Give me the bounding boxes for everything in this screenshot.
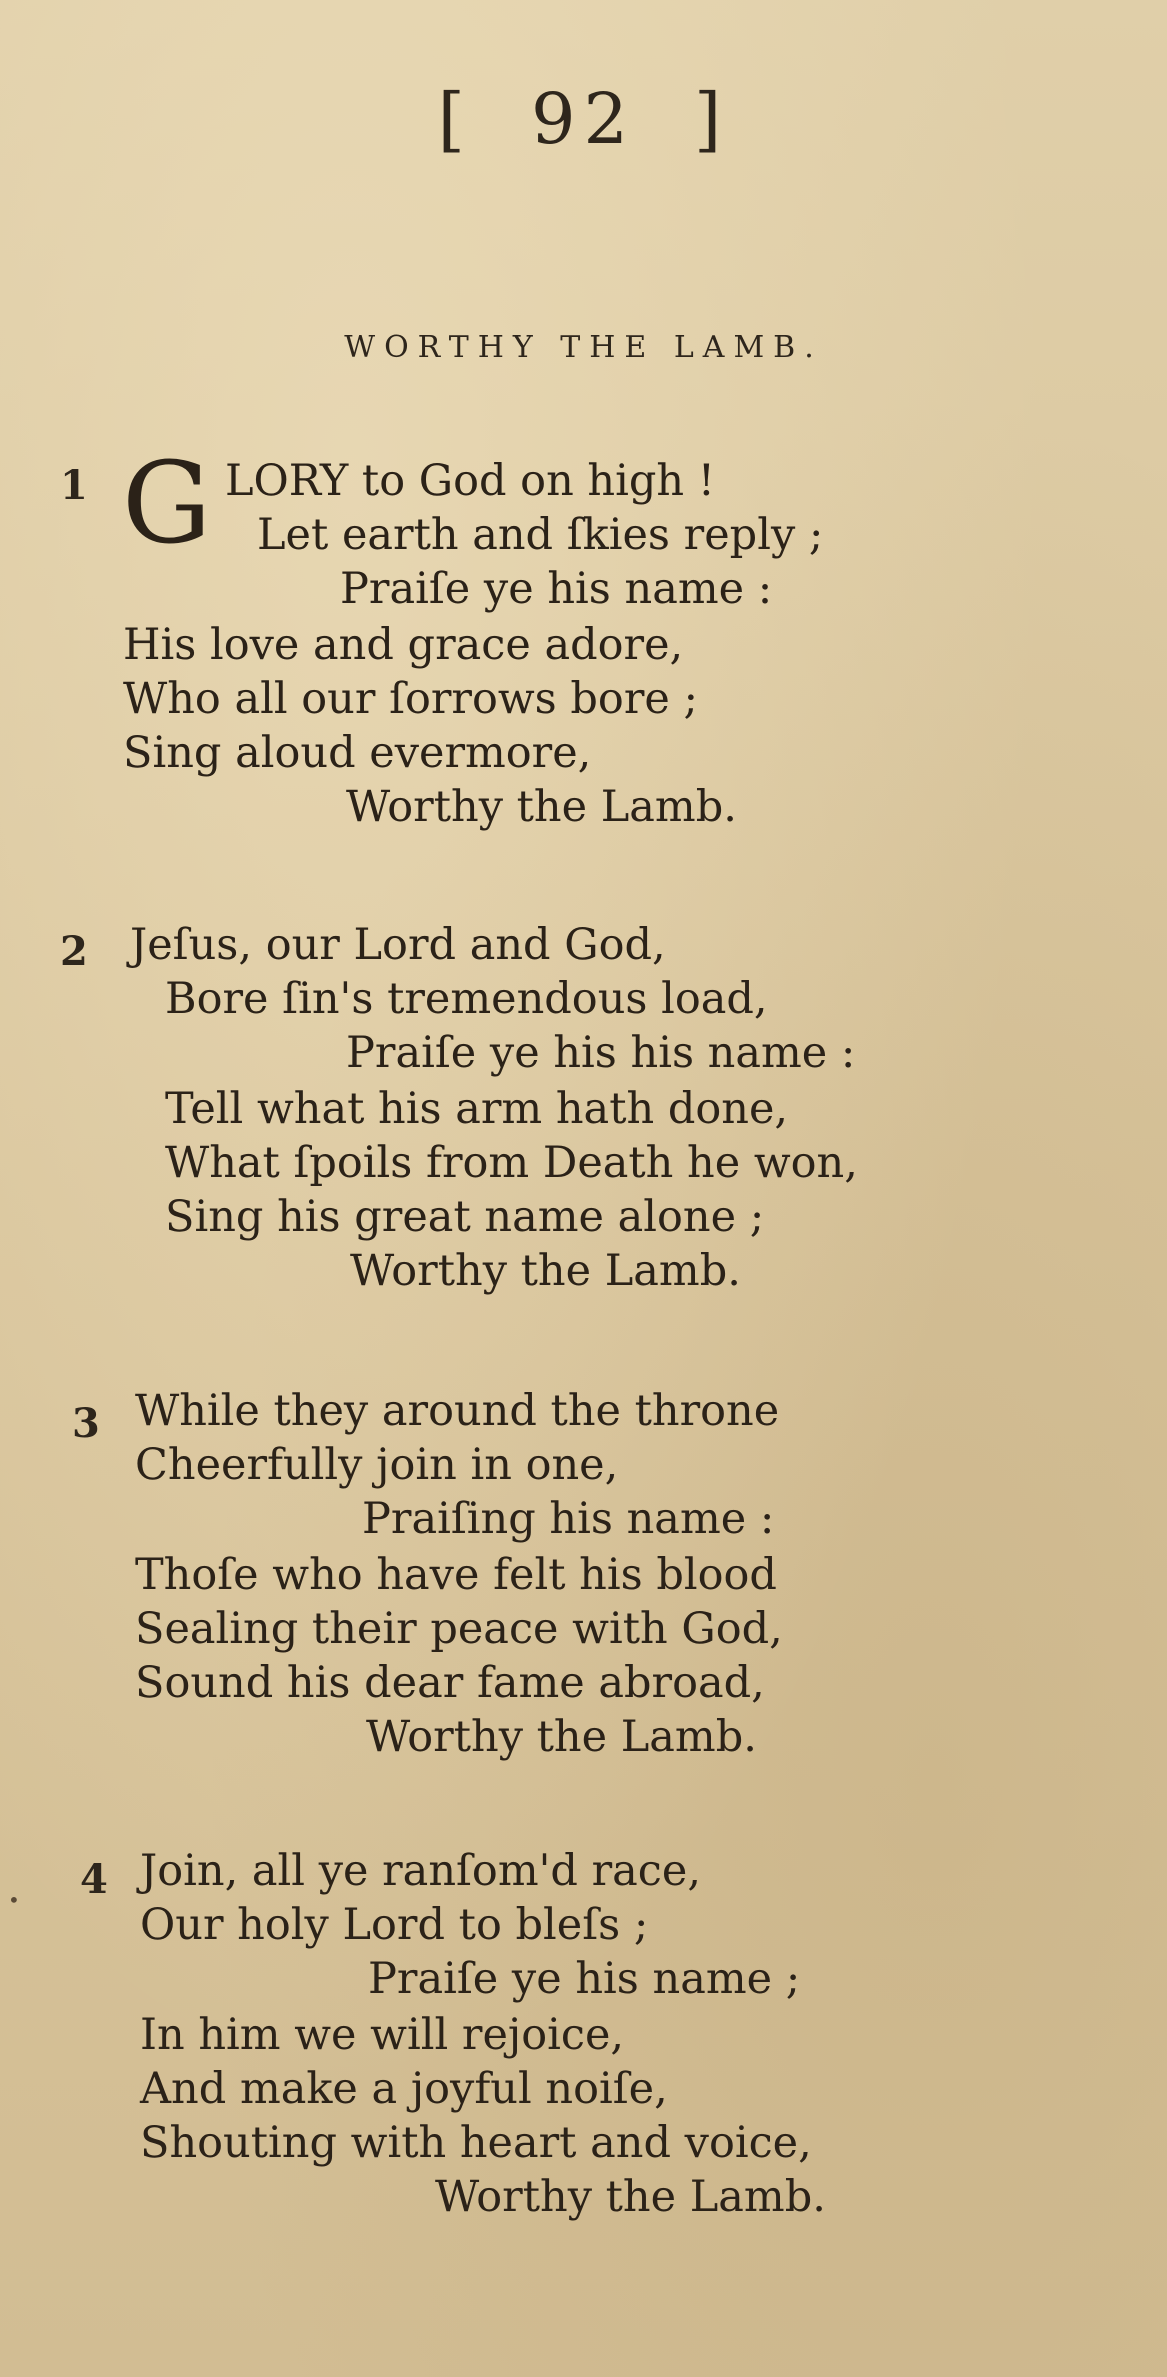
stanza-number: 4 — [80, 1856, 108, 1903]
hymn-title: WORTHY THE LAMB. — [344, 330, 823, 365]
edge-mark: • — [8, 1888, 20, 1912]
verse-line: Cheerfully join in one, — [135, 1440, 619, 1490]
verse-line: While they around the throne — [135, 1386, 780, 1436]
verse-line: Praiſe ye his his name : — [346, 1028, 856, 1078]
page-number-value: 92 — [530, 78, 637, 160]
stanza-number: 2 — [60, 928, 88, 975]
verse-line: What ſpoils from Death he won, — [165, 1138, 858, 1188]
verse-line: And make a joyful noiſe, — [140, 2064, 668, 2114]
verse-line: Join, all ye ranſom'd race, — [140, 1846, 701, 1896]
verse-line: Praiſing his name : — [362, 1494, 775, 1544]
verse-line: Jeſus, our Lord and God, — [130, 920, 666, 970]
verse-line: Shouting with heart and voice, — [140, 2118, 812, 2168]
verse-line: Sing his great name alone ; — [165, 1192, 765, 1242]
verse-line: Worthy the Lamb. — [366, 1712, 757, 1762]
verse-line: Worthy the Lamb. — [346, 782, 737, 832]
verse-line: Tell what his arm hath done, — [165, 1084, 789, 1134]
verse-line: Let earth and ſkies reply ; — [257, 510, 824, 560]
verse-line: Sound his dear fame abroad, — [135, 1658, 765, 1708]
verse-line: In him we will rejoice, — [140, 2010, 625, 2060]
verse-line: Our holy Lord to bleſs ; — [140, 1900, 649, 1950]
verse-line: Who all our ſorrows bore ; — [123, 674, 698, 724]
verse-line: Worthy the Lamb. — [350, 1246, 741, 1296]
page-number — [0, 78, 1167, 160]
verse-line: Sing aloud evermore, — [123, 728, 592, 778]
verse-line: Praiſe ye his name : — [340, 564, 773, 614]
verse-line: LORY to God on high ! — [225, 456, 716, 506]
verse-line: Thoſe who have felt his blood — [135, 1550, 777, 1600]
verse-line: Bore ſin's tremendous load, — [165, 974, 768, 1024]
verse-line: His love and grace adore, — [123, 620, 684, 670]
verse-line: Sealing their peace with God, — [135, 1604, 783, 1654]
left-bracket: [ — [437, 78, 473, 160]
right-bracket: ] — [694, 78, 730, 160]
stanza-number: 3 — [72, 1400, 100, 1447]
drop-cap: G — [122, 439, 212, 569]
verse-line: Praiſe ye his name ; — [368, 1954, 801, 2004]
verse-line: Worthy the Lamb. — [435, 2172, 826, 2222]
stanza-number: 1 — [60, 462, 88, 509]
